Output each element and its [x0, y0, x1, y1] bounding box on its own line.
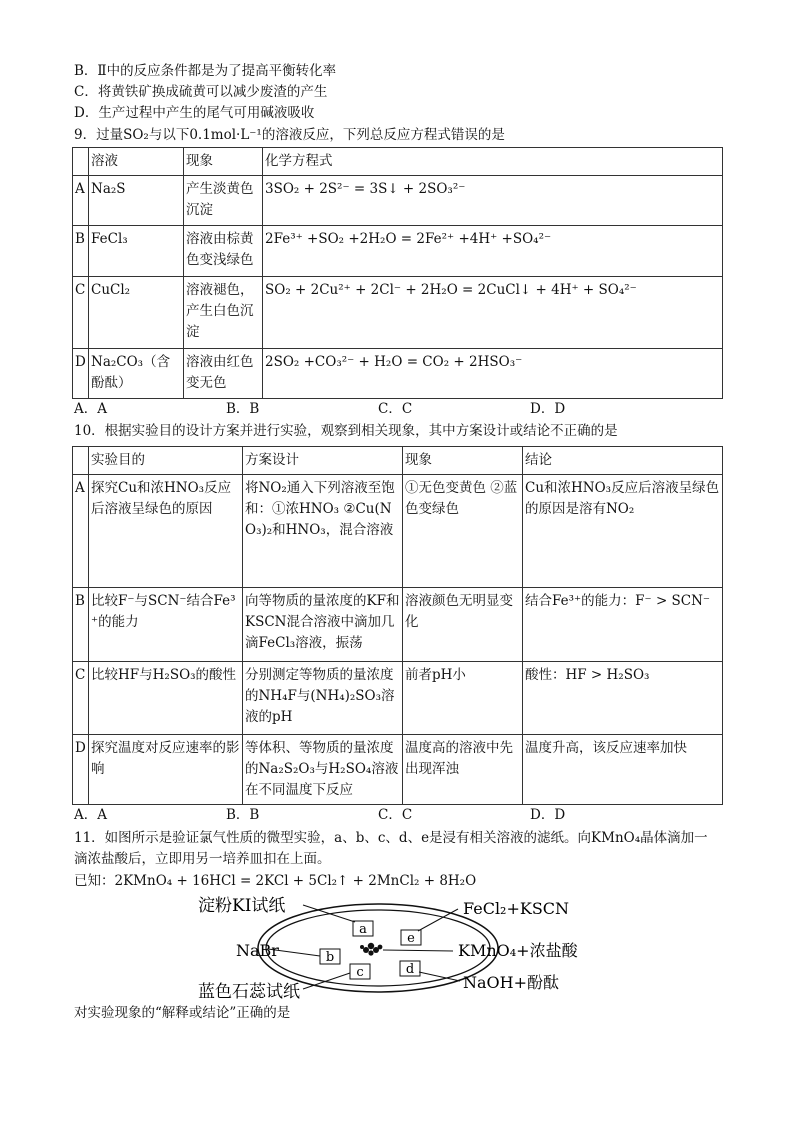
header-empty-cell [73, 447, 89, 475]
question-10-options [74, 805, 674, 825]
row-label: C [73, 277, 89, 349]
label-nabr: NaBr [236, 941, 279, 960]
option-b-line: B．Ⅱ中的反应条件都是为了提高平衡转化率 [74, 63, 337, 79]
conclusion-cell: 酸性：HF > H₂SO₃ [523, 662, 723, 735]
option-c[interactable]: C．C [378, 401, 413, 417]
label-fecl2-kscn: FeCl₂+KSCN [463, 899, 570, 918]
phenomenon-cell: 溶液由棕黄色变浅绿色 [184, 226, 263, 277]
row-label: A [73, 475, 89, 588]
header-design: 方案设计 [243, 447, 403, 475]
phenomenon-cell: 溶液由红色变无色 [184, 349, 263, 399]
question-9-options [74, 399, 674, 419]
row-label: C [73, 662, 89, 735]
option-d[interactable]: D．D [530, 401, 566, 417]
paper-label-e: e [407, 931, 415, 946]
table-row [73, 349, 723, 399]
option-c-line: C．将黄铁矿换成硫黄可以减少废渣的产生 [74, 84, 328, 100]
row-label: B [73, 226, 89, 277]
header-equation: 化学方程式 [263, 148, 723, 176]
question-9-table [72, 147, 723, 399]
table-row [73, 662, 723, 735]
question-10-table [72, 446, 723, 805]
option-a[interactable]: A．A [74, 807, 107, 823]
purpose-cell: 探究温度对反应速率的影响 [89, 735, 243, 805]
phenomenon-cell: 溶液褪色，产生白色沉淀 [184, 277, 263, 349]
equation-cell: 3SO₂ + 2S²⁻ = 3S↓ + 2SO₃²⁻ [263, 176, 723, 226]
header-solution: 溶液 [89, 148, 184, 176]
paper-label-b: b [325, 950, 335, 965]
label-naoh-phenol: NaOH+酚酞 [463, 973, 560, 992]
equation-cell: 2Fe³⁺ +SO₂ +2H₂O = 2Fe²⁺ +4H⁺ +SO₄²⁻ [263, 226, 723, 277]
question-10-stem: 10．根据实验目的设计方案并进行实验，观察到相关现象，其中方案设计或结论不正确的是 [74, 423, 618, 439]
equation-cell: 2SO₂ +CO₃²⁻ + H₂O = CO₂ + 2HSO₃⁻ [263, 349, 723, 399]
leader-line [303, 973, 350, 989]
row-label: A [73, 176, 89, 226]
option-b[interactable]: B．B [226, 807, 260, 823]
option-a[interactable]: A．A [74, 401, 107, 417]
table-row [73, 588, 723, 662]
table-header-row [73, 148, 723, 176]
label-litmus: 蓝色石蕊试纸 [198, 982, 300, 1001]
paper-label-d: d [405, 962, 415, 977]
equation-cell: SO₂ + 2Cu²⁺ + 2Cl⁻ + 2H₂O = 2CuCl↓ + 4H⁺ + SO₄²⁻ [263, 277, 723, 349]
phenomenon-cell: 温度高的溶液中先出现浑浊 [403, 735, 523, 805]
label-kmno4-hcl: KMnO₄+浓盐酸 [458, 941, 578, 960]
row-label: B [73, 588, 89, 662]
table-header-row [73, 447, 723, 475]
phenomenon-cell: 前者pH小 [403, 662, 523, 735]
option-c[interactable]: C．C [378, 807, 413, 823]
design-cell: 分别测定等物质的量浓度的NH₄F与(NH₄)₂SO₃溶液的pH [243, 662, 403, 735]
petri-dish-diagram [190, 893, 610, 1001]
phenomenon-cell: 产生淡黄色沉淀 [184, 176, 263, 226]
table-row [73, 226, 723, 277]
label-starch-ki: 淀粉KI试纸 [198, 896, 286, 916]
header-purpose: 实验目的 [89, 447, 243, 475]
purpose-cell: 比较F⁻与SCN⁻结合Fe³⁺的能力 [89, 588, 243, 662]
solution-cell: Na₂S [89, 176, 184, 226]
table-row [73, 735, 723, 805]
design-cell: 等体积、等物质的量浓度的Na₂S₂O₃与H₂SO₄溶液在不同温度下反应 [243, 735, 403, 805]
option-d-line: D．生产过程中产生的尾气可用碱液吸收 [74, 105, 315, 121]
row-label: D [73, 735, 89, 805]
question-11-stem-1: 11．如图所示是验证氯气性质的微型实验，a、b、c、d、e是浸有相关溶液的滤纸。向KMnO₄晶体滴加一 [74, 830, 708, 846]
purpose-cell: 探究Cu和浓HNO₃反应后溶液呈绿色的原因 [89, 475, 243, 588]
table-row [73, 475, 723, 588]
option-b[interactable]: B．B [226, 401, 260, 417]
question-11-stem-2: 滴浓盐酸后，立即用另一培养皿扣在上面。 [74, 851, 331, 867]
solution-cell: CuCl₂ [89, 277, 184, 349]
header-empty-cell [73, 148, 89, 176]
conclusion-cell: 结合Fe³⁺的能力：F⁻ > SCN⁻ [523, 588, 723, 662]
row-label: D [73, 349, 89, 399]
header-conclusion: 结论 [523, 447, 723, 475]
paper-label-a: a [359, 922, 367, 937]
design-cell: 将NO₂通入下列溶液至饱和：①浓HNO₃ ②Cu(NO₃)₂和HNO₃，混合溶液 [243, 475, 403, 588]
design-cell: 向等物质的量浓度的KF和KSCN混合溶液中滴加几滴FeCl₃溶液，振荡 [243, 588, 403, 662]
solution-cell: FeCl₃ [89, 226, 184, 277]
question-11-prompt: 对实验现象的“解释或结论”正确的是 [74, 1005, 291, 1021]
question-11-given-equation: 已知：2KMnO₄ + 16HCl = 2KCl + 5Cl₂↑ + 2MnCl₂ + 8H₂O [74, 873, 477, 889]
conclusion-cell: Cu和浓HNO₃反应后溶液呈绿色的原因是溶有NO₂ [523, 475, 723, 588]
leader-line [383, 950, 453, 951]
header-phenomenon: 现象 [403, 447, 523, 475]
table-row [73, 277, 723, 349]
option-d[interactable]: D．D [530, 807, 566, 823]
conclusion-cell: 温度升高，该反应速率加快 [523, 735, 723, 805]
question-9-stem: 9．过量SO₂与以下0.1mol·L⁻¹的溶液反应，下列总反应方程式错误的是 [74, 127, 505, 143]
table-row [73, 176, 723, 226]
kmno4-crystal-icon [360, 943, 382, 956]
solution-cell: Na₂CO₃（含酚酞） [89, 349, 184, 399]
phenomenon-cell: 溶液颜色无明显变化 [403, 588, 523, 662]
phenomenon-cell: ①无色变黄色 ②蓝色变绿色 [403, 475, 523, 588]
purpose-cell: 比较HF与H₂SO₃的酸性 [89, 662, 243, 735]
paper-label-c: c [356, 965, 364, 980]
header-phenomenon: 现象 [184, 148, 263, 176]
